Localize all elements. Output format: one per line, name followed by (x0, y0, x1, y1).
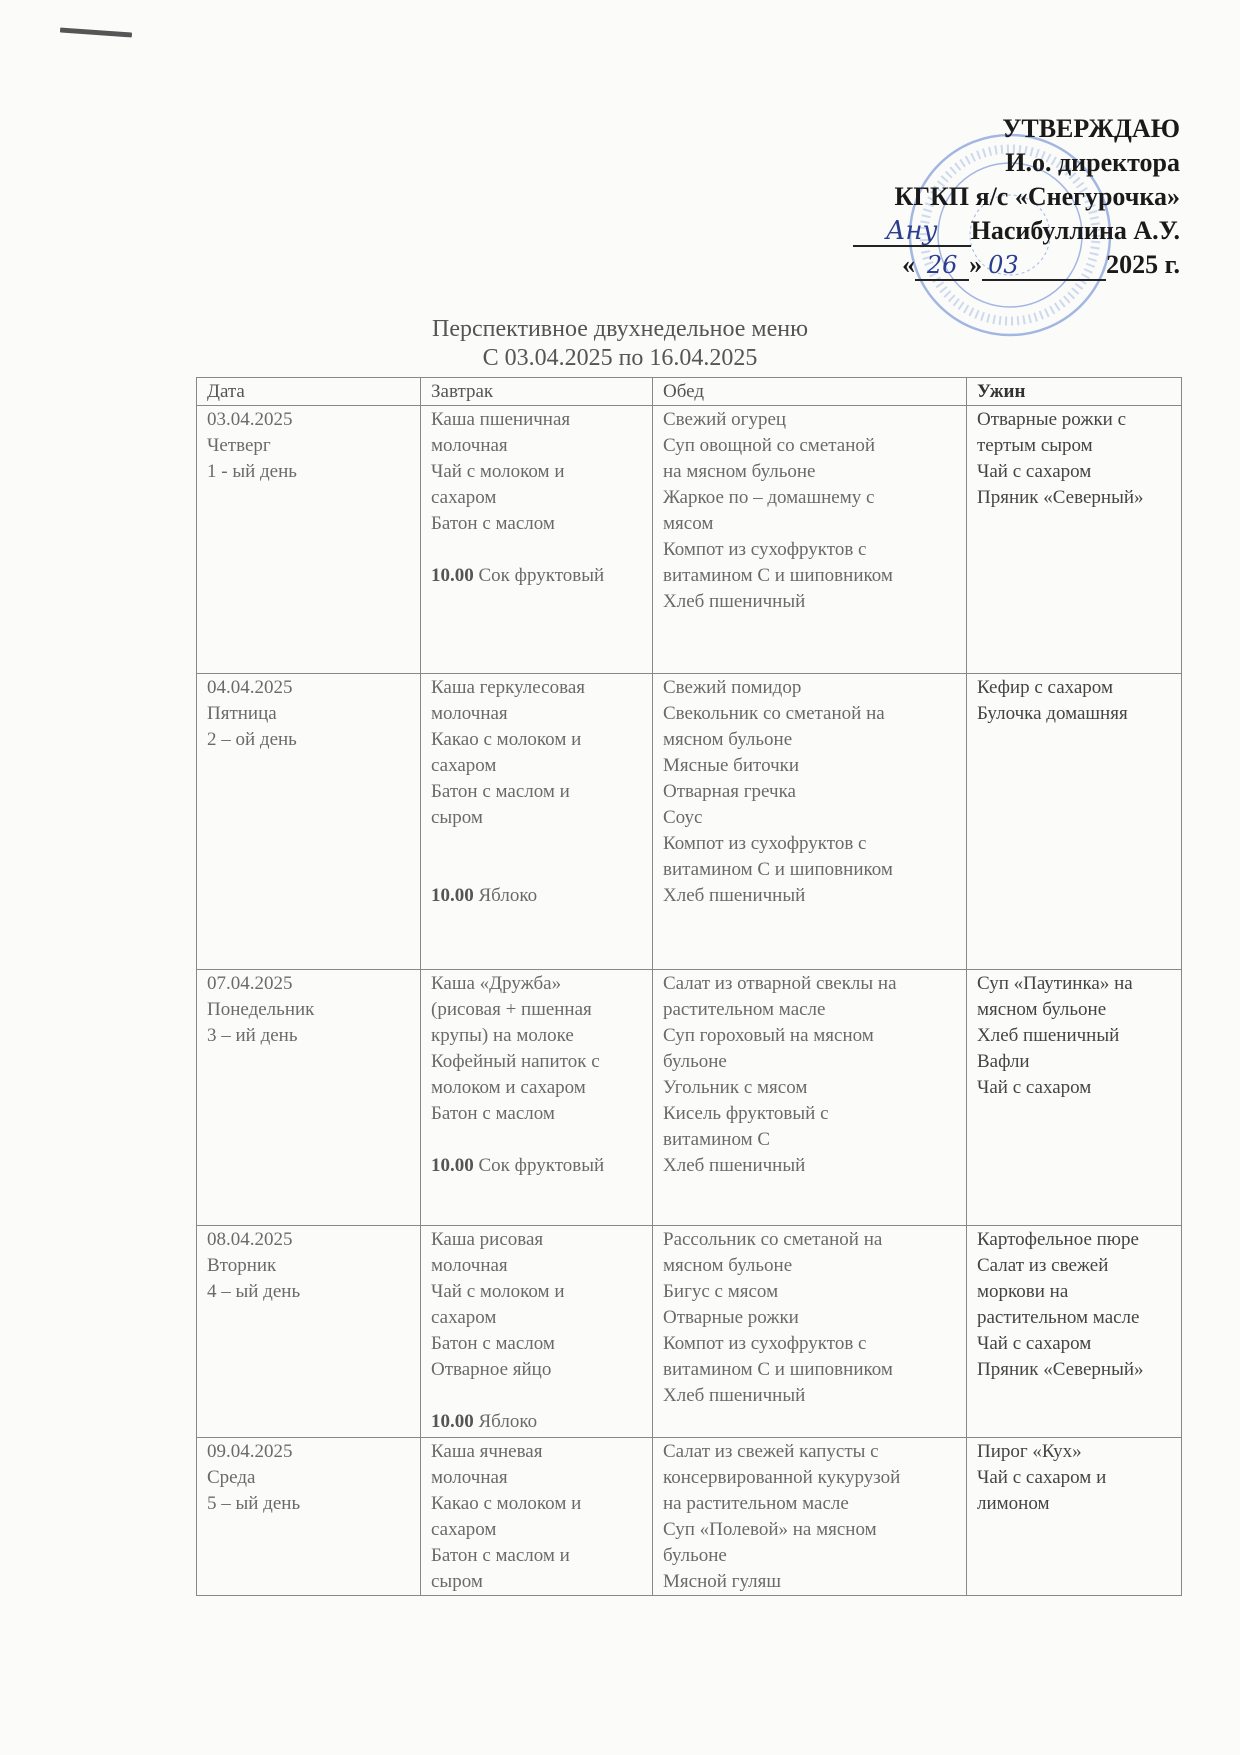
lunch-item: на растительном масле (663, 1493, 849, 1514)
lunch-item: витамином С и шиповником (663, 1359, 893, 1380)
snack-item: Сок фруктовый (478, 1155, 605, 1176)
breakfast-item: Батон с маслом и (431, 1545, 570, 1566)
lunch-item: витамином С и шиповником (663, 565, 893, 586)
header-date: Дата (197, 378, 421, 406)
dinner-item: Кефир с сахаром (977, 677, 1113, 698)
table-row (197, 674, 1182, 970)
approval-block (853, 112, 1180, 282)
lunch-cell (653, 406, 967, 674)
approver-name: Насибуллина А.У. (970, 216, 1180, 245)
document-title (0, 315, 1240, 373)
breakfast-item: крупы) на молоке (431, 1025, 574, 1046)
breakfast-cell (421, 1438, 653, 1596)
approver-position: И.о. директора (1005, 148, 1180, 177)
breakfast-cell (421, 674, 653, 970)
lunch-item: Отварные рожки (663, 1307, 799, 1328)
dinner-cell (967, 406, 1182, 674)
lunch-item: Салат из отварной свеклы на (663, 973, 897, 994)
lunch-item: мясом (663, 513, 714, 534)
lunch-item: Компот из сухофруктов с (663, 539, 867, 560)
menu-table (196, 377, 1182, 1596)
dinner-item: Отварные рожки с (977, 409, 1127, 430)
breakfast-item: молочная (431, 1255, 508, 1276)
table-row (197, 1438, 1182, 1596)
lunch-item: мясном бульоне (663, 1255, 793, 1276)
lunch-item: Хлеб пшеничный (663, 1385, 806, 1406)
dinner-item: Чай с сахаром (977, 1333, 1092, 1354)
header-breakfast: Завтрак (421, 378, 653, 406)
snack-line (431, 1153, 646, 1179)
spacer (431, 831, 646, 857)
day-number-label: 2 – ой день (207, 729, 297, 750)
lunch-item: Отварная гречка (663, 781, 796, 802)
dinner-item: Хлеб пшеничный (977, 1025, 1120, 1046)
breakfast-item: Каша «Дружба» (431, 973, 562, 994)
snack-time: 10.00 (431, 1411, 474, 1432)
breakfast-item: Отварное яйцо (431, 1359, 552, 1380)
lunch-item: бульоне (663, 1545, 727, 1566)
breakfast-item: Батон с маслом (431, 513, 555, 534)
snack-item: Яблоко (478, 885, 538, 906)
breakfast-item: сыром (431, 1571, 483, 1592)
dinner-item: моркови на (977, 1281, 1069, 1302)
table-row (197, 970, 1182, 1226)
snack-line (431, 563, 646, 589)
dinner-item: Пряник «Северный» (977, 1359, 1144, 1380)
lunch-item: Соус (663, 807, 703, 828)
date-close-quote: » (969, 250, 983, 279)
breakfast-item: молочная (431, 703, 508, 724)
lunch-cell (653, 674, 967, 970)
dinner-item: Салат из свежей (977, 1255, 1109, 1276)
dinner-item: мясном бульоне (977, 999, 1107, 1020)
lunch-item: Мясные биточки (663, 755, 800, 776)
breakfast-item: (рисовая + пшенная (431, 999, 592, 1020)
lunch-item: Свекольник со сметаной на (663, 703, 885, 724)
header-dinner: Ужин (967, 378, 1182, 406)
breakfast-item: Чай с молоком и (431, 1281, 565, 1302)
lunch-item: Кисель фруктовый с (663, 1103, 829, 1124)
lunch-item: Компот из сухофруктов с (663, 833, 867, 854)
table-row (197, 1226, 1182, 1438)
date-cell (197, 1226, 421, 1438)
spacer (431, 537, 646, 563)
breakfast-item: сахаром (431, 487, 497, 508)
approval-date (853, 248, 1180, 282)
breakfast-item: сахаром (431, 1307, 497, 1328)
lunch-item: мясном бульоне (663, 729, 793, 750)
snack-time: 10.00 (431, 885, 474, 906)
date-cell (197, 970, 421, 1226)
lunch-item: Хлеб пшеничный (663, 591, 806, 612)
signature-line (853, 214, 1180, 248)
lunch-cell (653, 1226, 967, 1438)
breakfast-item: Батон с маслом и (431, 781, 570, 802)
lunch-item: Хлеб пшеничный (663, 1155, 806, 1176)
title-line-1: Перспективное двухнедельное меню (431, 316, 809, 342)
breakfast-item: Каша пшеничная (431, 409, 571, 430)
weekday: Пятница (207, 703, 277, 724)
date-value: 07.04.2025 (207, 973, 293, 994)
date-cell (197, 406, 421, 674)
weekday: Вторник (207, 1255, 277, 1276)
breakfast-item: сахаром (431, 755, 497, 776)
weekday: Понедельник (207, 999, 315, 1020)
breakfast-item: Каша геркулесовая (431, 677, 585, 698)
breakfast-cell (421, 1226, 653, 1438)
dinner-cell (967, 674, 1182, 970)
day-number-label: 1 - ый день (207, 461, 297, 482)
spacer (431, 857, 646, 883)
day-number-label: 3 – ий день (207, 1025, 298, 1046)
day-number-label: 5 – ый день (207, 1493, 301, 1514)
dinner-item: тертым сыром (977, 435, 1093, 456)
weekday: Среда (207, 1467, 256, 1488)
lunch-item: Свежий огурец (663, 409, 787, 430)
date-open-quote: « (902, 250, 916, 279)
date-value: 04.04.2025 (207, 677, 293, 698)
date-month: 03 (982, 251, 1106, 281)
weekday: Четверг (207, 435, 271, 456)
lunch-item: Жаркое по – домашнему с (663, 487, 875, 508)
scan-artifact-mark (60, 27, 132, 37)
snack-line (431, 1409, 646, 1435)
dinner-item: Суп «Паутинка» на (977, 973, 1133, 994)
dinner-item: Пирог «Кух» (977, 1441, 1082, 1462)
snack-item: Яблоко (478, 1411, 538, 1432)
dinner-item: Картофельное пюре (977, 1229, 1139, 1250)
dinner-item: Пряник «Северный» (977, 487, 1144, 508)
breakfast-item: молочная (431, 1467, 508, 1488)
lunch-item: консервированной кукурузой (663, 1467, 901, 1488)
breakfast-item: Каша ячневая (431, 1441, 543, 1462)
dinner-item: Чай с сахаром (977, 1077, 1092, 1098)
lunch-item: Рассольник со сметаной на (663, 1229, 883, 1250)
date-day: 26 (915, 251, 969, 281)
dinner-item: Чай с сахаром (977, 461, 1092, 482)
snack-time: 10.00 (431, 1155, 474, 1176)
dinner-cell (967, 1226, 1182, 1438)
spacer (431, 1127, 646, 1153)
breakfast-cell (421, 970, 653, 1226)
lunch-cell (653, 970, 967, 1226)
dinner-cell (967, 970, 1182, 1226)
breakfast-item: Чай с молоком и (431, 461, 565, 482)
breakfast-item: Какао с молоком и (431, 729, 582, 750)
lunch-item: растительном масле (663, 999, 826, 1020)
lunch-item: Свежий помидор (663, 677, 802, 698)
dinner-item: Чай с сахаром и (977, 1467, 1107, 1488)
organization-name: КГКП я/с «Снегурочка» (894, 182, 1180, 211)
date-year: 2025 г. (1106, 250, 1180, 279)
breakfast-item: Батон с маслом (431, 1333, 555, 1354)
snack-time: 10.00 (431, 565, 474, 586)
date-cell (197, 674, 421, 970)
lunch-item: Мясной гуляш (663, 1571, 781, 1592)
header-lunch: Обед (653, 378, 967, 406)
breakfast-cell (421, 406, 653, 674)
spacer (431, 1383, 646, 1409)
title-line-2: С 03.04.2025 по 16.04.2025 (482, 345, 758, 371)
approval-heading: УТВЕРЖДАЮ (1002, 114, 1180, 143)
snack-item: Сок фруктовый (478, 565, 605, 586)
lunch-item: витамином С (663, 1129, 771, 1150)
table-header-row (197, 378, 1182, 406)
date-value: 03.04.2025 (207, 409, 293, 430)
breakfast-item: молочная (431, 435, 508, 456)
date-value: 08.04.2025 (207, 1229, 293, 1250)
snack-line (431, 883, 646, 909)
date-value: 09.04.2025 (207, 1441, 293, 1462)
breakfast-item: Кофейный напиток с (431, 1051, 600, 1072)
handwritten-signature: Ану (853, 217, 971, 247)
date-cell (197, 1438, 421, 1596)
lunch-cell (653, 1438, 967, 1596)
breakfast-item: сахаром (431, 1519, 497, 1540)
lunch-item: Угольник с мясом (663, 1077, 808, 1098)
lunch-item: на мясном бульоне (663, 461, 816, 482)
dinner-item: лимоном (977, 1493, 1050, 1514)
table-row (197, 406, 1182, 674)
dinner-item: Булочка домашняя (977, 703, 1128, 724)
breakfast-item: Каша рисовая (431, 1229, 544, 1250)
breakfast-item: Какао с молоком и (431, 1493, 582, 1514)
lunch-item: бульоне (663, 1051, 727, 1072)
lunch-item: Салат из свежей капусты с (663, 1441, 879, 1462)
lunch-item: Суп гороховый на мясном (663, 1025, 874, 1046)
day-number-label: 4 – ый день (207, 1281, 301, 1302)
lunch-item: Суп овощной со сметаной (663, 435, 876, 456)
lunch-item: Хлеб пшеничный (663, 885, 806, 906)
breakfast-item: сыром (431, 807, 483, 828)
lunch-item: Компот из сухофруктов с (663, 1333, 867, 1354)
lunch-item: витамином С и шиповником (663, 859, 893, 880)
menu-table-body (197, 406, 1182, 1596)
breakfast-item: Батон с маслом (431, 1103, 555, 1124)
lunch-item: Бигус с мясом (663, 1281, 779, 1302)
lunch-item: Суп «Полевой» на мясном (663, 1519, 877, 1540)
dinner-cell (967, 1438, 1182, 1596)
breakfast-item: молоком и сахаром (431, 1077, 586, 1098)
dinner-item: Вафли (977, 1051, 1030, 1072)
dinner-item: растительном масле (977, 1307, 1140, 1328)
